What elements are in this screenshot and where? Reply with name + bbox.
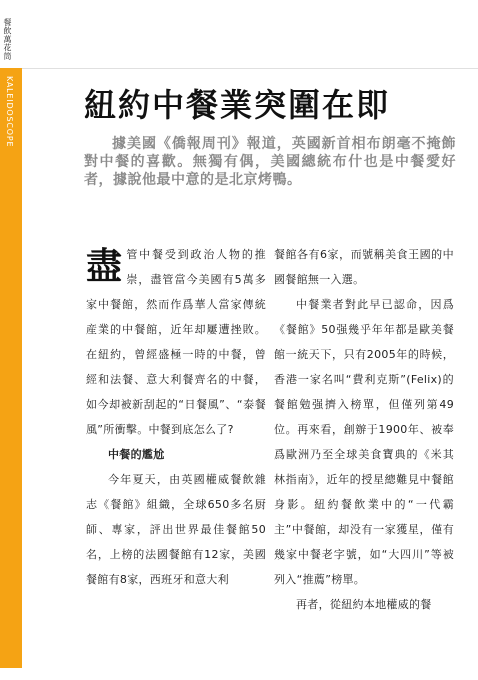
paragraph-continued: 餐館各有6家，而號稱美食王國的中國餐館無一入選。 [274, 248, 454, 286]
section-label: 餐飲萬花筒 [3, 18, 12, 61]
paragraph-intro-text: 管中餐受到政治人物的推崇，盡管當今美國有5萬多家中餐館，然而作爲華人當家傳統産業的中餐館，近年却屢遭挫敗。在紐約，曾經盛極一時的中餐，曾經和法餐、意大利餐齊名的中餐，如今却被新刮起的“日餐風”、“泰餐風”所衝擊。中餐到底怎么了? [86, 248, 266, 436]
paragraph-intro [86, 242, 266, 442]
paragraph-rankings: 中餐業者對此早已認命，因爲《餐館》50强幾乎年年都是歐美餐館一統天下，只有2005年的時候，香港一家名叫“費利克斯”(Felix)的餐館勉强擠入榜單，但僅列第49位。再來看，創辦于1900年、被奉爲歐洲乃至全球美食寶典的《米其林指南》，近年的授星總難見中餐館身影。紐約餐飲業中的“一代霸主”中餐館，却没有一家獲星，僅有幾家中餐老字號，如“大四川”等被列入“推薦”榜單。 [274, 298, 454, 586]
sidebar-kaleidoscope-text: KALEIDOSCOPE [5, 76, 14, 148]
paragraph-local: 再者，從紐約本地權威的餐 [296, 598, 432, 611]
column-right [274, 242, 454, 617]
article-title: 紐約中餐業突圍在即 [84, 86, 391, 124]
header-divider [22, 68, 478, 69]
drop-cap: 盡 [86, 246, 123, 287]
section-subhead: 中餐的尷尬 [108, 448, 165, 461]
accent-sidebar [0, 68, 22, 668]
paragraph-summer: 今年夏天，由英國權威餐飲雜志《餐館》組織，全球650多名厨師、專家，評出世界最佳餐館50名，上榜的法國餐館有12家，美國餐館有8家，西班牙和意大利 [86, 473, 266, 586]
article-lead: 據美國《僑報周刊》報道，英國新首相布朗毫不掩飾對中餐的喜歡。無獨有偶，美國總統布什也是中餐愛好者，據說他最中意的是北京烤鴨。 [84, 136, 456, 188]
column-left [86, 242, 266, 592]
bottom-margin [0, 668, 478, 680]
